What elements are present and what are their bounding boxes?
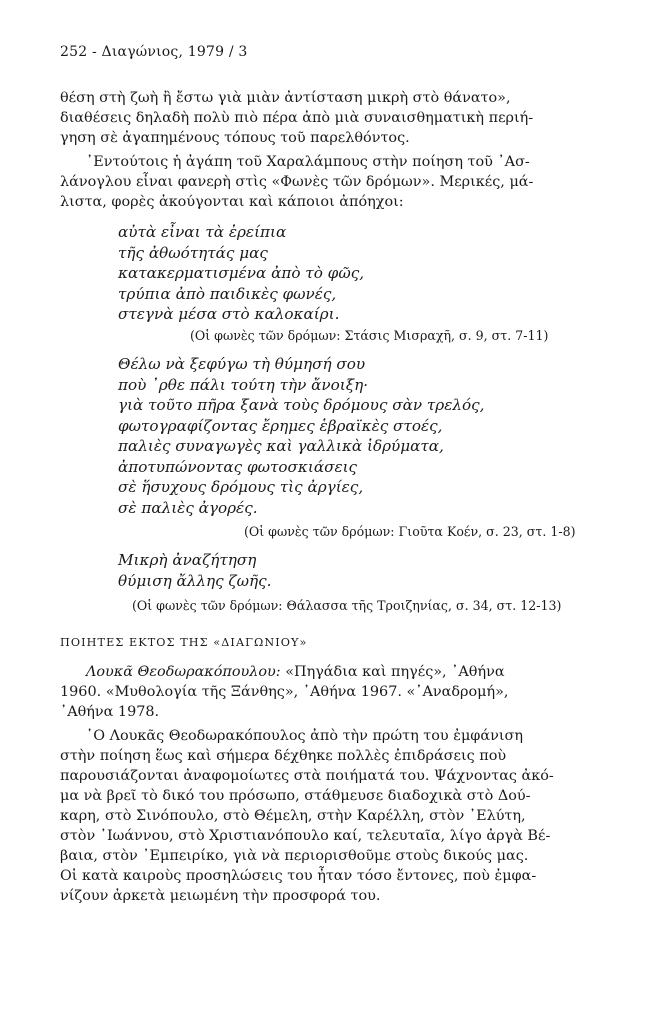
- text-line: λιστα, φορὲς ἀκούγονται καὶ κάποιοι ἀπόηχοι:: [60, 194, 404, 210]
- text-line: Οἱ κατὰ καιροὺς προσηλώσεις του ἦταν τόσο ἔντονες, ποὺ ἐμφα-: [60, 868, 537, 884]
- text-line: στὸν ᾿Ιωάννου, στὸ Χριστιανόπουλο καί, τελευταῖα, λίγο ἀργὰ Βέ-: [60, 828, 551, 844]
- citation-1: (Οἱ φωνὲς τῶν δρόμων: Στάσις Μισραχῆ, σ. 9, στ. 7-11): [190, 328, 549, 343]
- section-heading: ΠΟΙΗΤΕΣ ΕΚΤΟΣ ΤΗΣ «ΔΙΑΓΩΝΙΟΥ»: [60, 636, 308, 649]
- text-line: [60, 662, 620, 682]
- text-line: ᾿Εντούτοις ἡ ἀγάπη τοῦ Χαραλάμπους στὴν ποίηση τοῦ ᾿Ασ-: [86, 154, 530, 170]
- text-line: βαια, στὸν ᾿Εμπειρίκο, γιὰ νὰ περιορισθοῦμε στοὺς δικούς μας.: [60, 848, 529, 864]
- poem-line: κατακερματισμένα ἀπὸ τὸ φῶς,: [118, 264, 365, 282]
- text-line: λάνογλου εἶναι φανερὴ στὶς «Φωνὲς τῶν δρόμων». Μερικές, μά-: [60, 174, 534, 190]
- poem-line: σὲ παλιὲς ἀγορές.: [118, 498, 258, 517]
- poem-line: στεγνὰ μέσα στὸ καλοκαίρι.: [118, 305, 340, 323]
- text-line: νίζουν ἀρκετὰ μειωμένη τὴν προσφορά του.: [60, 888, 381, 904]
- paragraph-1: [60, 88, 620, 148]
- poem-excerpt-2: [118, 354, 618, 518]
- poem-line: παλιὲς συναγωγὲς καὶ γαλλικὰ ἱδρύματα,: [118, 437, 444, 455]
- text-line: στὴν ποίηση ἕως καὶ σήμερα δέχθηκε πολλὲς ἐπιδράσεις ποὺ: [60, 748, 507, 764]
- poem-line: φωτογραφίζοντας ἔρημες ἑβραϊκὲς στοές,: [118, 416, 443, 435]
- poem-excerpt-1: [118, 222, 618, 325]
- text-line: ᾿Αθήνα 1978.: [60, 704, 160, 720]
- citation-3: (Οἱ φωνὲς τῶν δρόμων: Θάλασσα τῆς Τροιζηνίας, σ. 34, στ. 12-13): [132, 598, 562, 613]
- text-line: θέση στὴ ζωὴ ἢ ἔστω γιὰ μιὰν ἀντίσταση μικρὴ στὸ θάνατο»,: [60, 90, 511, 106]
- poem-line: θύμιση ἄλλης ζωῆς.: [118, 571, 272, 590]
- bibliography-entry: [60, 662, 620, 722]
- poem-line: ποὺ ᾿ρθε πάλι τούτη τὴν ἄνοιξη·: [118, 375, 369, 394]
- poem-line: γιὰ τοῦτο πῆρα ξανὰ τοὺς δρόμους σὰν τρελός,: [118, 396, 485, 414]
- poem-line: ἀποτυπώνοντας φωτοσκιάσεις: [118, 457, 358, 476]
- paragraph-3: [60, 726, 620, 906]
- poem-line: τῆς ἀθωότητάς μας: [118, 243, 268, 262]
- text-line: μα νὰ βρεῖ τὸ δικό του πρόσωπο, στάθμευσε διαδοχικὰ στὸ Δού-: [60, 788, 531, 804]
- paragraph-2: [60, 152, 620, 212]
- book-title: «Πηγάδια καὶ πηγές», ᾿Αθήνα: [285, 664, 505, 680]
- poem-line: Θέλω νὰ ξεφύγω τὴ θύμησή σου: [118, 355, 366, 373]
- text-line: καρη, στὸ Σινόπουλο, στὸ Θέμελη, στὴν Καρέλλη, στὸν ᾿Ελύτη,: [60, 808, 526, 824]
- poem-excerpt-3: [118, 550, 618, 591]
- poem-line: σὲ ἥσυχους δρόμους τὶς ἀργίες,: [118, 478, 364, 496]
- author-name: Λουκᾶ Θεοδωρακόπουλου:: [86, 664, 281, 680]
- poem-line: Μικρὴ ἀναζήτηση: [118, 551, 257, 569]
- running-header: 252 - Διαγώνιος, 1979 / 3: [60, 44, 248, 60]
- text-line: 1960. «Μυθολογία τῆς Ξάνθης», ᾿Αθήνα 1967. «᾿Αναδρομή»,: [60, 684, 509, 700]
- text-line: γηση σὲ ἀγαπημένους τόπους τοῦ παρελθόντος.: [60, 130, 410, 146]
- poem-line: αὐτὰ εἶναι τὰ ἐρείπια: [118, 223, 287, 241]
- poem-line: τρύπια ἀπὸ παιδικὲς φωνές,: [118, 284, 337, 303]
- text-line: διαθέσεις δηλαδὴ πολὺ πιὸ πέρα ἀπὸ μιὰ συναισθηματικὴ περιή-: [60, 110, 534, 126]
- text-line: ῾Ο Λουκᾶς Θεοδωρακόπουλος ἀπὸ τὴν πρώτη του ἐμφάνιση: [86, 728, 523, 744]
- citation-2: (Οἱ φωνὲς τῶν δρόμων: Γιοῦτα Κοέν, σ. 23, στ. 1-8): [244, 524, 576, 539]
- text-line: παρουσιάζονται ἀναφομοίωτες στὰ ποιήματά του. Ψάχνοντας ἀκό-: [60, 768, 554, 784]
